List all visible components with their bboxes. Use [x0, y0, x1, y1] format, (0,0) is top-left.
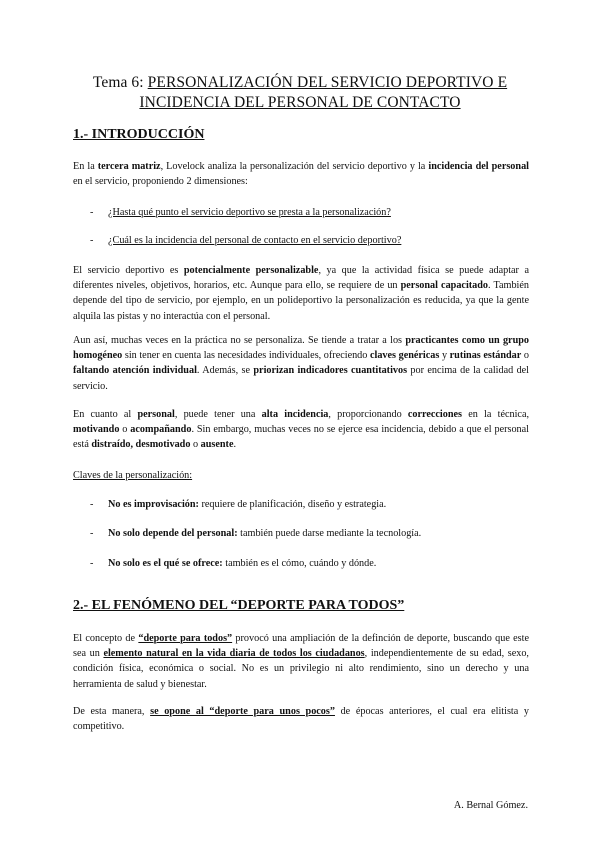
question-item: - ¿Hasta qué punto el servicio deportivo se presta a la personalización?: [90, 207, 391, 218]
key-item: - No solo es el qué se ofrece: también es el cómo, cuándo y dónde.: [90, 558, 377, 569]
key-item: - No solo depende del personal: también puede darse mediante la tecnología.: [90, 528, 422, 539]
paragraph-se-opone: De esta manera, se opone al “deporte para unos pocos” de épocas anteriores, el cual era elitista y competitivo.: [73, 706, 529, 733]
paragraph-personalizable: El servicio deportivo es potencialmente personalizable, ya que la actividad física se puede adaptar a diferentes niveles, objetivos, horarios, etc. Aunque para ello, se requiere de un personal capacitado. También depende del tipo de servicio, por ejemplo, en un polideportivo la personalización es reducida, ya que la gente alquila las pistas y no interactúa con el personal.: [73, 265, 529, 322]
intro-paragraph: En la tercera matriz, Lovelock analiza la personalización del servicio deportivo y la incidencia del personal en el servicio, proponiendo 2 dimensiones:: [73, 161, 529, 188]
title-prefix: Tema 6:: [92, 74, 148, 91]
section1-heading: 1.- INTRODUCCIÓN: [73, 127, 205, 142]
question-item: - ¿Cuál es la incidencia del personal de contacto en el servicio deportivo?: [90, 235, 402, 246]
paragraph-no-personaliza: Aun así, muchas veces en la práctica no se personaliza. Se tiende a tratar a los practicantes como un grupo homogéneo sin tener en cuenta las necesidades individuales, ofreciendo claves genéricas y rutinas estándar o faltando atención individual. Además, se priorizan indicadores cuantitativos por encima de la calidad del servicio.: [73, 335, 530, 392]
paragraph-deporte-para-todos: El concepto de “deporte para todos” provocó una ampliación de la definción de deporte, buscando que este sea un elemento natural en la vida diaria de todos los ciudadanos, independientemente de su edad, sexo, condición física, económica o social. No es un privilegio ni alto rendimiento, sino un derecho y una herramienta de salud y bienestar.: [73, 633, 529, 690]
paragraph-personal: En cuanto al personal, puede tener una alta incidencia, proporcionando correcciones en la técnica, motivando o acompañando. Sin embargo, muchas veces no se ejerce esa incidencia, debido a que el personal está distraído, desmotivado o ausente.: [73, 409, 530, 451]
title-line-1: PERSONALIZACIÓN DEL SERVICIO DEPORTIVO E: [147, 74, 508, 91]
document-title: [60, 73, 540, 113]
title-line-2: INCIDENCIA DEL PERSONAL DE CONTACTO: [139, 94, 461, 111]
keys-label: Claves de la personalización:: [73, 470, 193, 481]
section2-heading: 2.- EL FENÓMENO DEL “DEPORTE PARA TODOS”: [73, 598, 405, 613]
key-item: - No es improvisación: requiere de planificación, diseño y estrategia.: [90, 499, 387, 510]
footer-author: A. Bernal Gómez.: [453, 800, 528, 811]
